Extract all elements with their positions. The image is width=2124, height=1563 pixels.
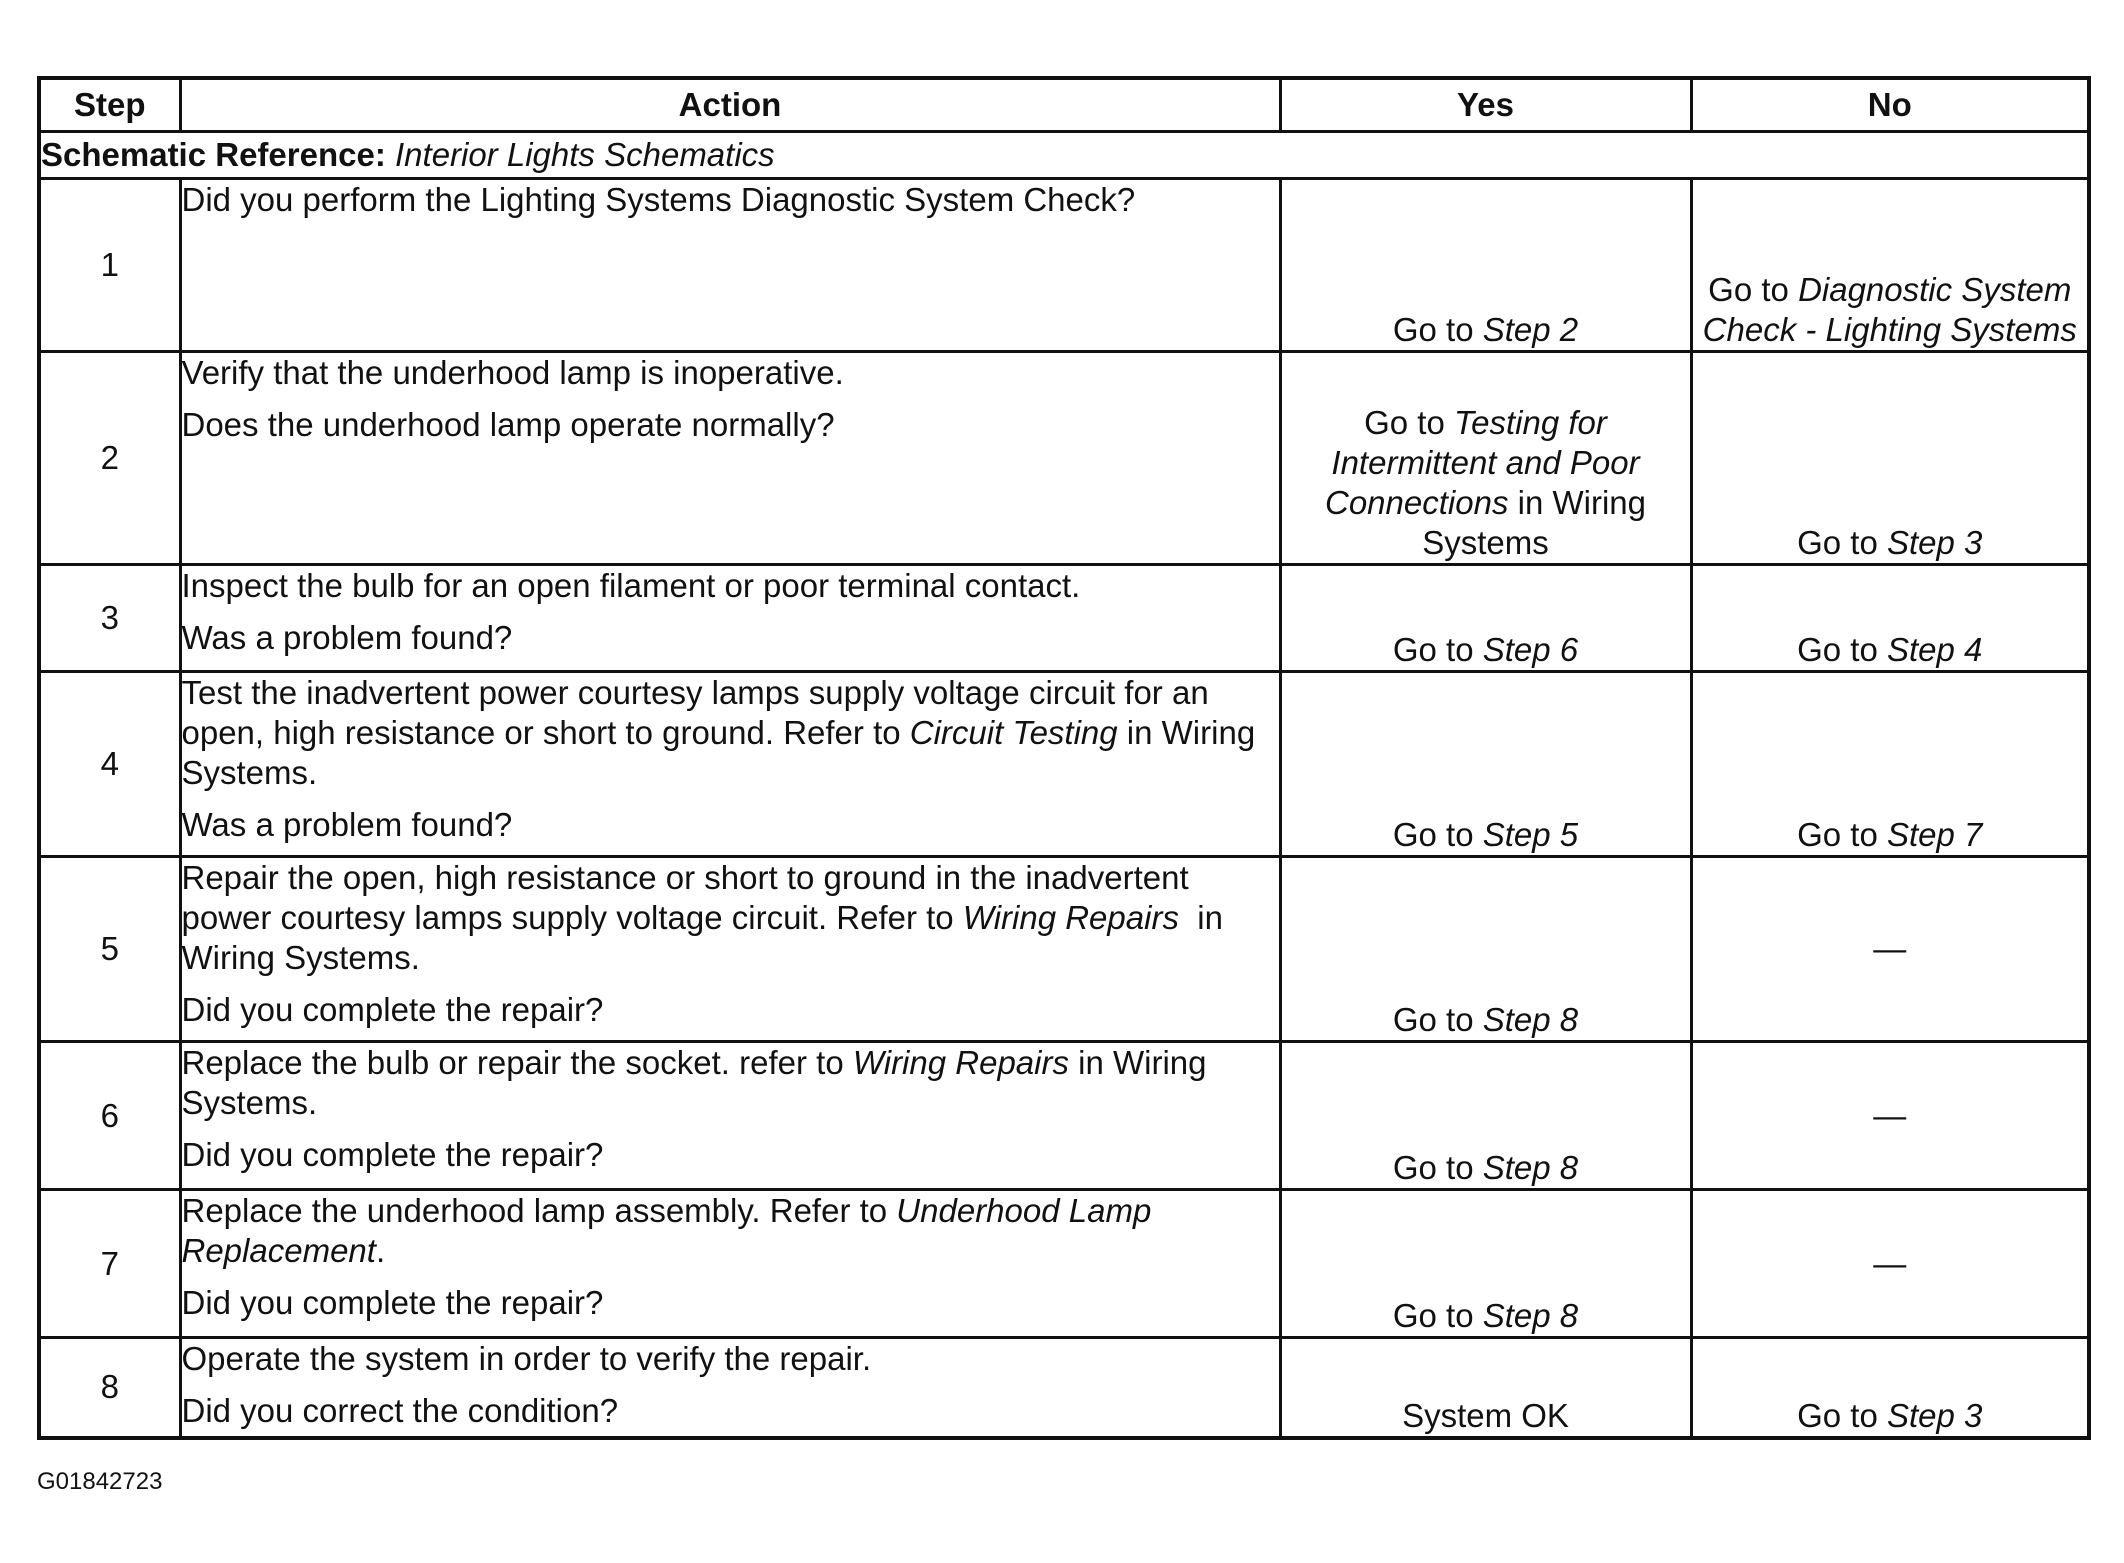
table-row <box>39 565 2089 672</box>
table-row <box>39 672 2089 857</box>
yes-goto-label: Go to <box>1392 1297 1474 1334</box>
action-cell <box>180 857 1280 1042</box>
no-goto-label: Go to <box>1797 524 1878 561</box>
no-cell <box>1691 1042 2089 1190</box>
action-line: Operate the system in order to verify the repair. <box>181 1340 872 1377</box>
action-text <box>182 1043 1279 1123</box>
action-reference: Wiring Repairs <box>852 1044 1069 1081</box>
yes-goto-label: Go to <box>1392 816 1474 853</box>
yes-result-text: System OK <box>1402 1396 1569 1434</box>
action-question: Was a problem found? <box>181 619 513 656</box>
table-row <box>39 1042 2089 1190</box>
no-goto-reference: Step 3 <box>1886 524 1983 561</box>
no-cell <box>1691 857 2089 1042</box>
action-segment: Test the inadvertent power courtesy lamps supply voltage circuit for an open, high resistance or short to ground. Refer to <box>181 674 1218 751</box>
no-goto-reference: Step 4 <box>1886 631 1983 668</box>
no-goto-reference: Step 3 <box>1886 1396 1983 1434</box>
schematic-reference <box>39 132 2089 179</box>
yes-goto-reference: Step 5 <box>1482 816 1579 853</box>
no-cell <box>1691 672 2089 857</box>
no-cell <box>1691 565 2089 672</box>
step-number: 4 <box>39 672 180 857</box>
yes-cell <box>1280 1338 1691 1438</box>
schematic-reference-label: Schematic Reference: <box>41 136 386 173</box>
header-yes: Yes <box>1280 78 1691 132</box>
step-number: 3 <box>39 565 180 672</box>
yes-cell <box>1280 857 1691 1042</box>
yes-goto-reference: Step 6 <box>1482 631 1579 668</box>
no-cell <box>1691 352 2089 565</box>
action-segment: in Wiring Systems. <box>181 714 1265 791</box>
step-number: 7 <box>39 1190 180 1338</box>
header-no: No <box>1691 78 2089 132</box>
action-cell <box>180 1338 1280 1438</box>
action-text <box>182 1339 1279 1379</box>
step-number: 1 <box>39 179 180 352</box>
step-number: 2 <box>39 352 180 565</box>
action-segment: in Wiring Systems. <box>181 899 1233 976</box>
yes-cell <box>1280 352 1691 565</box>
no-goto-label: Go to <box>1797 631 1878 668</box>
schematic-reference-link: Interior Lights Schematics <box>395 136 775 173</box>
figure-code: G01842723 <box>37 1468 163 1495</box>
yes-goto-reference: Step 8 <box>1482 1297 1579 1334</box>
action-question: Did you complete the repair? <box>181 1136 604 1173</box>
action-question: Did you complete the repair? <box>181 991 604 1028</box>
step-number: 5 <box>39 857 180 1042</box>
no-goto-reference: Diagnostic System Check - Lighting Systems <box>1702 271 2077 348</box>
yes-goto-reference: Step 2 <box>1482 311 1579 348</box>
action-text <box>182 353 1279 393</box>
no-cell <box>1691 1190 2089 1338</box>
yes-goto-label: Go to <box>1392 311 1474 348</box>
action-segment: Replace the bulb or repair the socket. refer to <box>181 1044 853 1081</box>
table-row <box>39 857 2089 1042</box>
action-text <box>182 858 1279 978</box>
yes-goto-reference: Testing for Intermittent and Poor Connections <box>1325 404 1640 521</box>
yes-goto-label: Go to <box>1392 631 1474 668</box>
yes-goto-reference: Step 8 <box>1482 1149 1579 1186</box>
table-row <box>39 1338 2089 1438</box>
header-action: Action <box>180 78 1280 132</box>
action-cell <box>180 352 1280 565</box>
no-goto-label: Go to <box>1797 816 1878 853</box>
action-line: Verify that the underhood lamp is inoperative. <box>181 354 844 391</box>
yes-cell <box>1280 179 1691 352</box>
yes-cell <box>1280 565 1691 672</box>
action-text <box>182 180 1279 220</box>
action-question: Did you complete the repair? <box>181 1284 604 1321</box>
step-number: 8 <box>39 1338 180 1438</box>
action-segment: Replace the underhood lamp assembly. Refer to <box>181 1192 897 1229</box>
action-cell <box>180 1042 1280 1190</box>
no-goto-reference: Step 7 <box>1886 816 1983 853</box>
yes-cell <box>1280 1190 1691 1338</box>
yes-goto-reference: Step 8 <box>1482 1001 1579 1038</box>
action-reference: Wiring Repairs <box>962 899 1179 936</box>
action-cell <box>180 565 1280 672</box>
action-segment: Repair the open, high resistance or short to ground in the inadvertent power courtesy lamps supply voltage circuit. Refer to <box>181 859 1198 936</box>
action-line: Did you perform the Lighting Systems Diagnostic System Check? <box>181 181 1136 218</box>
table-row <box>39 352 2089 565</box>
table-body <box>39 132 2089 1438</box>
step-number: 6 <box>39 1042 180 1190</box>
action-reference: Circuit Testing <box>909 714 1118 751</box>
no-cell <box>1691 179 2089 352</box>
action-text <box>182 566 1279 606</box>
table-row <box>39 1190 2089 1338</box>
yes-cell <box>1280 1042 1691 1190</box>
schematic-reference-row <box>39 132 2089 179</box>
diagnostic-table <box>37 76 2091 1440</box>
action-cell <box>180 672 1280 857</box>
no-goto-label: Go to <box>1708 271 1789 308</box>
action-reference: Underhood Lamp Replacement <box>181 1192 1161 1269</box>
yes-goto-label: Go to <box>1392 1149 1474 1186</box>
action-segment: in Wiring Systems. <box>181 1044 1216 1121</box>
header-row <box>39 78 2089 132</box>
yes-goto-suffix: in Wiring Systems <box>1422 484 1646 561</box>
no-goto-label: Go to <box>1797 1396 1878 1434</box>
action-text <box>182 673 1279 793</box>
action-line: Inspect the bulb for an open filament or poor terminal contact. <box>181 567 1081 604</box>
no-action-dash: — <box>1873 930 1907 967</box>
action-cell <box>180 1190 1280 1338</box>
no-action-dash: — <box>1873 1244 1907 1282</box>
action-question: Does the underhood lamp operate normally? <box>181 406 835 443</box>
action-question: Was a problem found? <box>181 806 513 843</box>
action-question: Did you correct the condition? <box>181 1392 619 1429</box>
no-action-dash: — <box>1873 1096 1907 1134</box>
yes-goto-label: Go to <box>1392 1001 1474 1038</box>
table-row <box>39 179 2089 352</box>
action-segment: . <box>375 1232 386 1269</box>
action-text <box>182 1191 1279 1271</box>
header-step: Step <box>39 78 180 132</box>
no-cell <box>1691 1338 2089 1438</box>
action-cell <box>180 179 1280 352</box>
yes-cell <box>1280 672 1691 857</box>
yes-goto-label: Go to <box>1364 404 1445 441</box>
